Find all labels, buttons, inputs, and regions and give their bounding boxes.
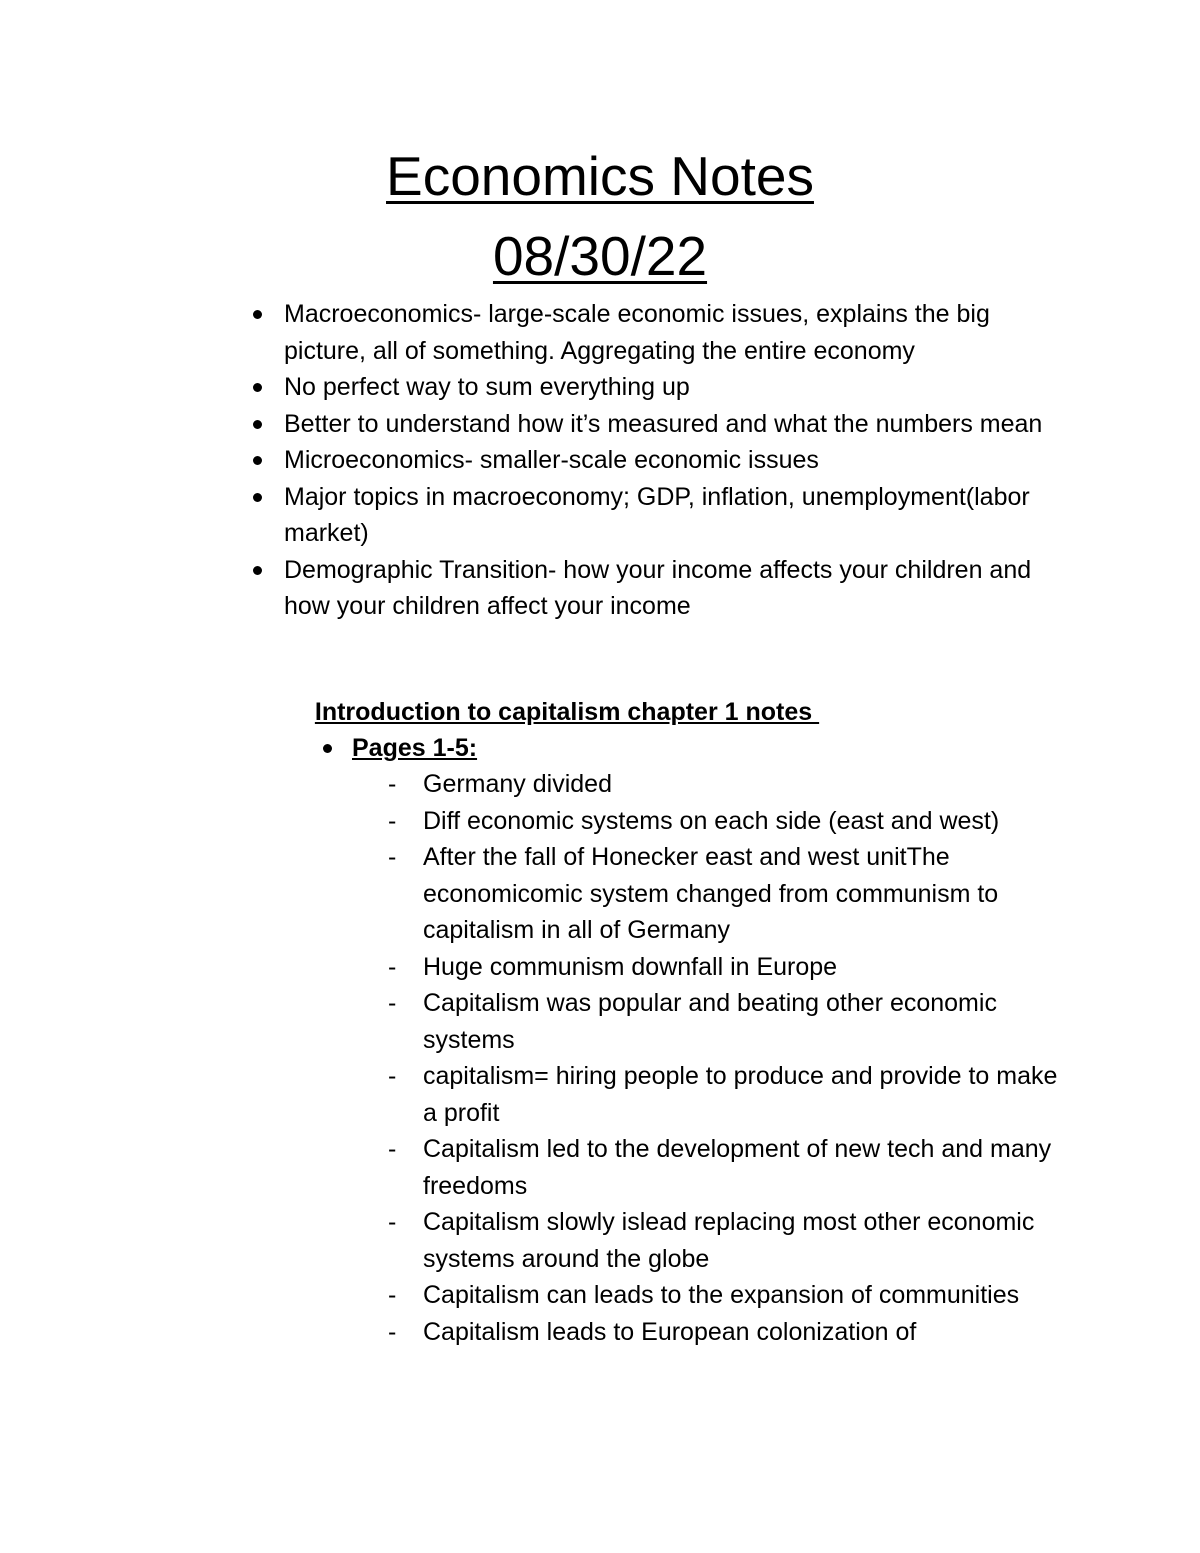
dash-icon: - [388,1135,397,1163]
list-item [386,1277,1076,1314]
dash-icon: - [388,806,397,835]
list-item-text: Germany divided [423,770,612,798]
list-item-text: Capitalism was popular and beating other economic systems [423,989,997,1054]
bullet-icon [253,383,262,392]
list-item-text: Microeconomics- smaller-scale economic issues [284,446,819,474]
list-item-text: Demographic Transition- how your income affects your children and how your children affect your income [284,555,1032,620]
list-item-text: No perfect way to sum everything up [284,373,690,401]
list-item [386,1131,1076,1204]
section-heading: Introduction to capitalism chapter 1 notes [314,698,820,726]
list-item [386,1204,1076,1277]
list-item-text: Diff economic systems on each side (east and west) [423,806,1000,835]
list-item [248,296,1078,369]
list-item [386,803,1076,840]
dash-icon: - [388,1208,397,1236]
list-item-text: Better to understand how it’s measured and what the numbers mean [284,409,1043,438]
subheading-item [318,730,477,766]
subheading-text: Pages 1-5: [352,734,478,762]
bullet-icon [323,744,332,753]
list-item-text: Macroeconomics- large-scale economic issues, explains the big picture, all of something. Aggregating the entire economy [284,300,990,365]
dash-icon: - [388,843,397,871]
bullet-icon [253,420,262,429]
list-item [386,1314,1076,1351]
bullet-icon [253,456,262,465]
list-item [386,839,1076,949]
list-item [386,766,1076,803]
page-title: Economics Notes [386,145,814,207]
bullet-icon [253,310,262,319]
subheading-list [318,730,477,766]
dash-icon: - [388,989,397,1017]
dash-icon: - [388,1062,397,1090]
notes-bullet-list [248,296,1078,625]
dash-icon: - [388,1317,397,1346]
list-item-text: Capitalism led to the development of new tech and many freedoms [423,1135,1052,1200]
list-item-text: Capitalism can leads to the expansion of communities [423,1281,1020,1309]
list-item [248,369,1078,406]
list-item-text: Huge communism downfall in Europe [423,952,838,981]
dash-icon: - [388,1281,397,1309]
list-item [248,479,1078,552]
dash-icon: - [388,952,397,981]
list-item [248,406,1078,443]
dash-icon: - [388,770,397,798]
list-item [248,552,1078,625]
list-item [386,1058,1076,1131]
page-date: 08/30/22 [492,225,708,287]
list-item-text: Capitalism slowly islead replacing most other economic systems around the globe [423,1208,1035,1273]
list-item [386,985,1076,1058]
list-item-text: capitalism= hiring people to produce and provide to make a profit [423,1062,1058,1127]
list-item-text: Major topics in macroeconomy; GDP, inflation, unemployment(labor market) [284,482,1030,547]
list-item [386,949,1076,986]
list-item-text: Capitalism leads to European colonization of [423,1317,917,1346]
bullet-icon [253,566,262,575]
list-item-text: After the fall of Honecker east and west unitThe economicomic system changed from communism to capitalism in all of Germany [423,843,999,944]
list-item [248,442,1078,479]
bullet-icon [253,493,262,502]
notes-dash-list [386,766,1076,1350]
